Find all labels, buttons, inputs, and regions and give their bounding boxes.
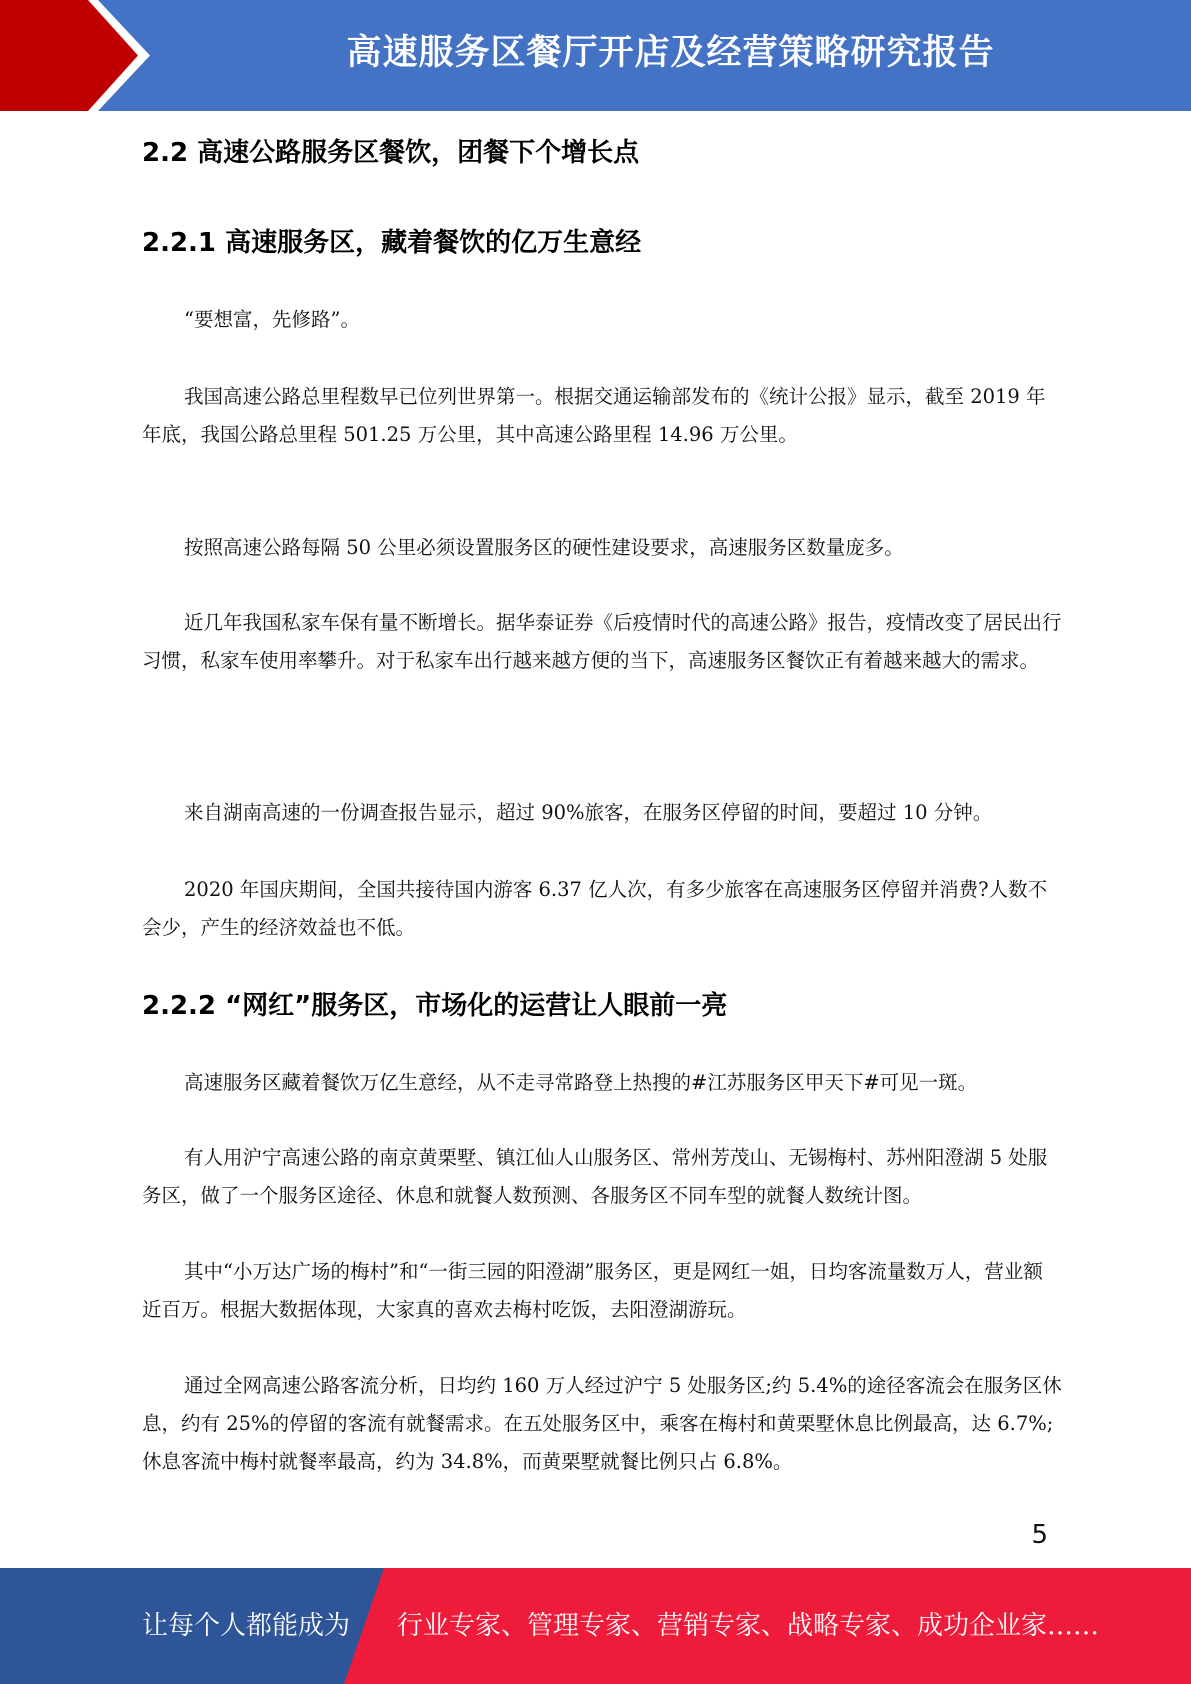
paragraph: “要想富，先修路”。 — [184, 308, 360, 331]
footer-banner — [0, 1568, 1191, 1684]
header-banner — [0, 0, 1191, 111]
paragraph: 通过全网高速公路客流分析，日均约 160 万人经过沪宁 5 处服务区;约 5.4%的途径客流会在服务区休息，约有 25%的停留的客流有就餐需求。在五处服务区中，乘客在梅村和黄栗墅休息比例最高，达 6.7%;休息客流中梅村就餐率最高，约为 34.8%，而黄栗墅就餐比例只占 6.8%。 — [142, 1374, 1062, 1473]
page-number: 5 — [1031, 1520, 1048, 1550]
footer-slogan-left: 让每个人都能成为 — [142, 1611, 351, 1641]
paragraph: 2020 年国庆期间，全国共接待国内游客 6.37 亿人次，有多少旅客在高速服务区停留并消费?人数不会少，产生的经济效益也不低。 — [142, 878, 1048, 939]
paragraph: 我国高速公路总里程数早已位列世界第一。根据交通运输部发布的《统计公报》显示，截至 2019 年年底，我国公路总里程 501.25 万公里，其中高速公路里程 14.96 万公里。 — [142, 385, 1046, 446]
paragraph: 来自湖南高速的一份调查报告显示，超过 90%旅客，在服务区停留的时间，要超过 10 分钟。 — [184, 801, 993, 824]
footer-slogan-right: 行业专家、管理专家、营销专家、战略专家、成功企业家…… — [397, 1611, 1100, 1641]
section-heading-2-2-1: 2.2.1 高速服务区，藏着餐饮的亿万生意经 — [142, 228, 642, 258]
paragraph: 高速服务区藏着餐饮万亿生意经，从不走寻常路登上热搜的#江苏服务区甲天下#可见一斑。 — [184, 1071, 978, 1094]
document-title: 高速服务区餐厅开店及经营策略研究报告 — [346, 33, 995, 73]
paragraph: 其中“小万达广场的梅村”和“一街三园的阳澄湖”服务区，更是网红一姐，日均客流量数万人，营业额近百万。根据大数据体现，大家真的喜欢去梅村吃饭，去阳澄湖游玩。 — [142, 1260, 1043, 1321]
header-chevron-decoration — [0, 0, 150, 111]
paragraph: 按照高速公路每隔 50 公里必须设置服务区的硬性建设要求，高速服务区数量庞多。 — [184, 536, 904, 559]
section-heading-2-2-2: 2.2.2 “网红”服务区，市场化的运营让人眼前一亮 — [142, 991, 728, 1021]
paragraph: 有人用沪宁高速公路的南京黄栗墅、镇江仙人山服务区、常州芳茂山、无锡梅村、苏州阳澄湖 5 处服务区，做了一个服务区途径、休息和就餐人数预测、各服务区不同车型的就餐人数统计图。 — [142, 1146, 1048, 1207]
section-heading-2-2: 2.2 高速公路服务区餐饮，团餐下个增长点 — [142, 138, 640, 168]
paragraph: 近几年我国私家车保有量不断增长。据华泰证券《后疫情时代的高速公路》报告，疫情改变了居民出行习惯，私家车使用率攀升。对于私家车出行越来越方便的当下，高速服务区餐饮正有着越来越大的需求。 — [142, 611, 1062, 672]
